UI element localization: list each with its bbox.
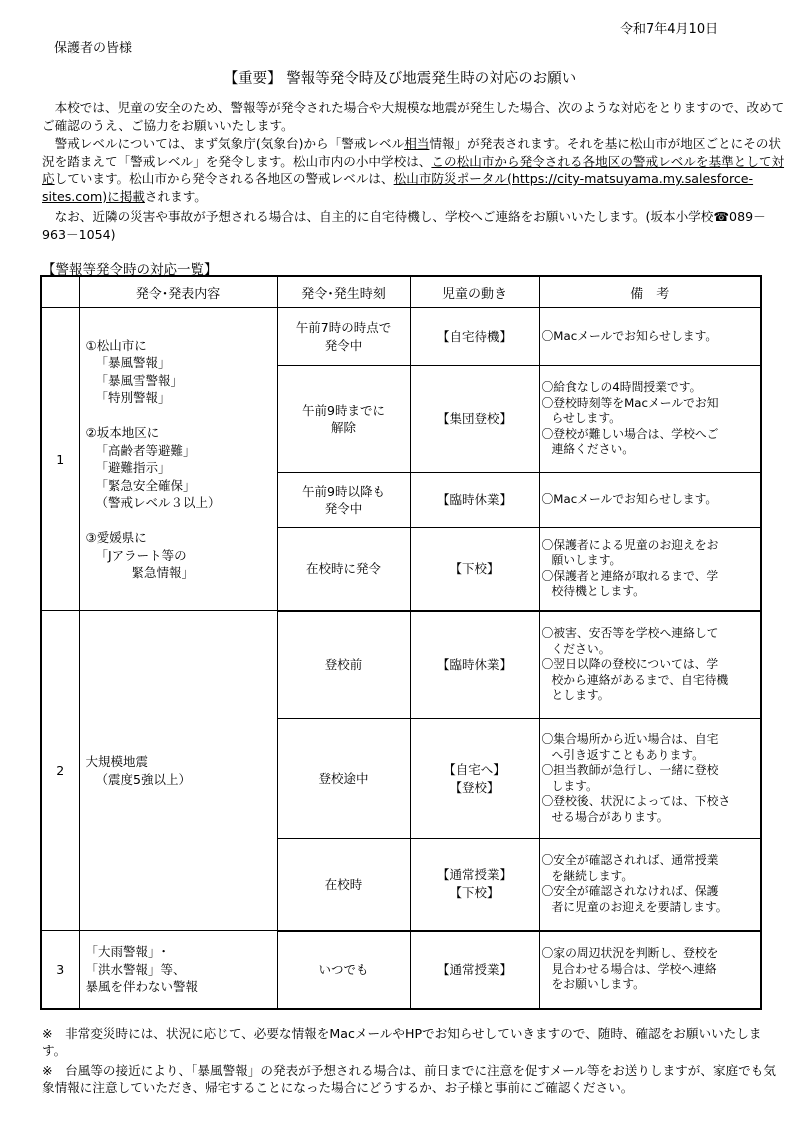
time-cell: いつでも [277,931,410,1009]
action-cell: 【自宅待機】 [410,308,539,366]
table-heading: 【警報等発令時の対応一覧】 [42,262,218,278]
action-cell: 【臨時休業】 [410,611,539,719]
time-cell: 登校途中 [277,719,410,839]
note-cell: 〇給食なしの4時間授業です。 〇登校時刻等をMacメールでお知 らせします。 〇登校が難しい場合は、学校へご 連絡ください。 [539,366,761,473]
time-cell: 午前7時の時点で 発令中 [277,308,410,366]
table-row [41,931,761,1009]
response-table [40,275,762,1010]
time-cell: 登校前 [277,611,410,719]
page-title: 【重要】 警報等発令時及び地震発生時の対応のお願い [223,71,577,87]
group-number: 1 [41,308,79,611]
table-row [41,308,761,366]
document-date: 令和7年4月10日 [620,22,719,37]
action-cell: 【自宅へ】 【登校】 [410,719,539,839]
portal-link[interactable]: 松山市防災ポータル(https://city-matsuyama.my.salesforce-sites.com)に掲載 [42,171,754,204]
action-cell: 【臨時休業】 [410,473,539,528]
note-cell: 〇Macメールでお知らせします。 [539,308,761,366]
header-time: 発令･発生時刻 [277,276,410,308]
header-no [41,276,79,308]
note-cell: 〇保護者による児童のお迎えをお 願いします。 〇保護者と連絡が取れるまで、学 校待機とします。 [539,528,761,611]
table-row [41,611,761,719]
group-number: 2 [41,611,79,931]
time-cell: 午前9時以降も 発令中 [277,473,410,528]
note-cell: 〇Macメールでお知らせします。 [539,473,761,528]
time-cell: 在校時に発令 [277,528,410,611]
intro-paragraph-3: なお、近隣の災害や事故が予想される場合は、自主的に自宅待機し、学校へご連絡をお願いいたします。(坂本小学校☎089－963－1054) [42,209,766,242]
header-notes: 備 考 [539,276,761,308]
recipient: 保護者の皆様 [54,41,133,56]
group-number: 3 [41,931,79,1009]
note-cell: 〇家の周辺状況を判断し、登校を 見合わせる場合は、学校へ連絡 をお願いします。 [539,931,761,1009]
intro-paragraph-2: 警戒レベルについては、まず気象庁(気象台)から「警戒レベル相当情報」が発表されます。それを基に松山市が地区ごとにその状況を踏まえて「警戒レベル」を発令します。松山市内の小中学校は、この松山市から発令される各地区の警戒レベルを基準として対応しています。松山市から発令される各地区の警戒レベルは、松山市防災ポータル(https://city-matsuyama.my.salesforce-sites.com)に掲載されます。 [42,136,785,204]
table-header-row [41,276,761,308]
action-cell: 【通常授業】 [410,931,539,1009]
action-cell: 【下校】 [410,528,539,611]
underlined-criteria: この松山市から発令される各地区の警戒レベルを基準として対応 [42,153,785,186]
header-action: 児童の動き [410,276,539,308]
group-content: ①松山市に 「暴風警報」 「暴風雪警報」 「特別警報」 ②坂本地区に 「高齢者等避難」 「避難指示」 「緊急安全確保」 （警戒レベル３以上） ③愛媛県に 「Jアラート等の 緊急情報」 [79,308,277,611]
note-cell: 〇集合場所から近い場合は、自宅 へ引き返すこともあります。 〇担当教師が急行し、一緒に登校 します。 〇登校後、状況によっては、下校さ せる場合があります。 [539,719,761,839]
footnote-2: ※ 台風等の接近により、「暴風警報」の発表が予想される場合は、前日までに注意を促すメール等をお送りしますが、家庭でも気象情報に注意していただき、帰宅することになった場合にどうするか、お子様と事前にご確認ください。 [42,1063,776,1095]
note-cell: 〇被害、安否等を学校へ連絡して ください。 〇翌日以降の登校については、学 校から連絡があるまで、自宅待機 とします。 [539,611,761,719]
header-content: 発令･発表内容 [79,276,277,308]
time-cell: 午前9時までに 解除 [277,366,410,473]
action-cell: 【通常授業】 【下校】 [410,839,539,931]
footnote-1: ※ 非常変災時には、状況に応じて、必要な情報をMacメールやHPでお知らせしていきますので、随時、確認をお願いいたします。 [42,1026,762,1058]
note-cell: 〇安全が確認されれば、通常授業 を継続します。 〇安全が確認されなければ、保護 者に児童のお迎えを要請します。 [539,839,761,931]
intro-paragraph-1: 本校では、児童の安全のため、警報等が発令された場合や大規模な地震が発生した場合、次のような対応をとりますので、改めてご確認のうえ、ご協力をお願いいたします。 [42,100,785,133]
time-cell: 在校時 [277,839,410,931]
action-cell: 【集団登校】 [410,366,539,473]
group-content: 「大雨警報」･ 「洪水警報」等、 暴風を伴わない警報 [79,931,277,1009]
group-content: 大規模地震 （震度5強以上） [79,611,277,931]
